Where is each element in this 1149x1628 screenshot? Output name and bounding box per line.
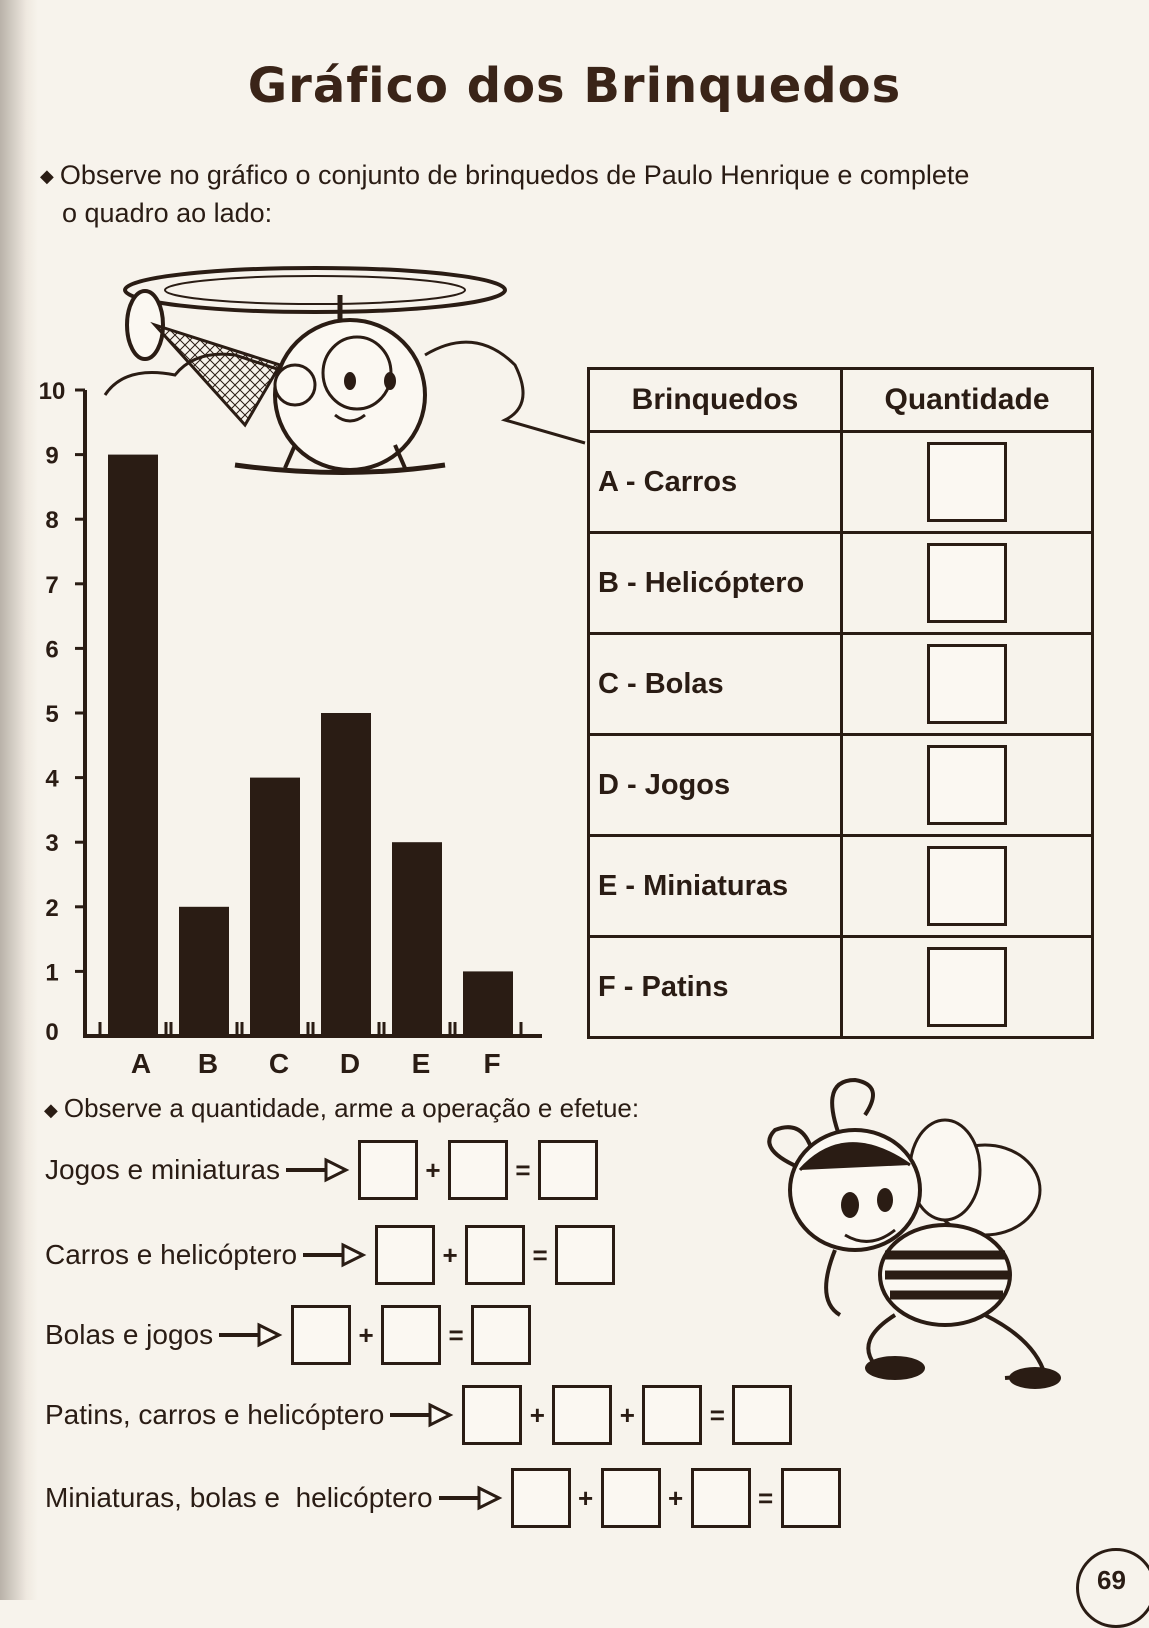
operation-row-carros-helicoptero <box>45 1225 615 1285</box>
arrow-right-icon <box>439 1485 503 1511</box>
operation-label: Patins, carros e helicóptero <box>45 1399 385 1430</box>
arrow-right-icon <box>390 1402 454 1428</box>
y-tick-label: 5 <box>45 701 59 728</box>
result-box[interactable] <box>781 1468 841 1528</box>
arrow-right-icon <box>303 1242 367 1268</box>
operand-box[interactable] <box>462 1385 522 1445</box>
y-axis-ticks <box>39 378 85 1046</box>
row-label-jogos: D - Jogos <box>589 735 842 836</box>
x-tick-label-a: A <box>130 1048 152 1079</box>
plus-sign: + <box>358 1319 374 1350</box>
operand-box[interactable] <box>642 1385 702 1445</box>
bullet-icon: ◆ <box>40 166 54 187</box>
instruction-1-line1: Observe no gráfico o conjunto de brinquedos de Paulo Henrique e complete <box>59 160 970 190</box>
equals-sign: = <box>532 1239 548 1270</box>
toys-table <box>587 367 1094 1039</box>
operand-box[interactable] <box>381 1305 441 1365</box>
x-tick-label-b: B <box>197 1048 219 1079</box>
operand-box[interactable] <box>465 1225 525 1285</box>
quantity-answer-box[interactable] <box>927 947 1007 1027</box>
page-title: Gráfico dos Brinquedos <box>247 58 902 114</box>
bee-illustration <box>745 1060 1075 1390</box>
y-tick-label: 8 <box>45 507 59 535</box>
table-row <box>589 836 1093 937</box>
operand-box[interactable] <box>511 1468 571 1528</box>
x-tick-label-c: C <box>268 1048 290 1079</box>
operand-box[interactable] <box>375 1225 435 1285</box>
result-box[interactable] <box>471 1305 531 1365</box>
table-header-row <box>589 369 1093 432</box>
operand-box[interactable] <box>448 1140 508 1200</box>
y-tick-label: 2 <box>45 894 59 922</box>
operand-box[interactable] <box>601 1468 661 1528</box>
y-tick-label: 10 <box>38 378 66 405</box>
arrow-right-icon <box>286 1157 350 1183</box>
operand-box[interactable] <box>291 1305 351 1365</box>
operand-box[interactable] <box>552 1385 612 1445</box>
bar-b <box>179 907 229 1036</box>
y-tick-label: 1 <box>45 959 59 987</box>
bar-e <box>392 842 442 1036</box>
plus-sign: + <box>442 1239 458 1270</box>
bar-f <box>463 971 513 1036</box>
row-label-helicoptero: B - Helicóptero <box>589 533 842 634</box>
quantity-cell <box>842 432 1093 533</box>
x-tick-label-e: E <box>411 1048 431 1079</box>
operation-row-bolas-jogos <box>45 1305 531 1365</box>
operation-label: Bolas e jogos <box>45 1319 214 1350</box>
table-row <box>589 533 1093 634</box>
operation-row-patins-carros-helicoptero <box>45 1385 792 1445</box>
row-label-bolas: C - Bolas <box>589 634 842 735</box>
result-box[interactable] <box>555 1225 615 1285</box>
bar-a <box>108 455 158 1036</box>
y-tick-label: 9 <box>45 442 59 470</box>
quantity-cell <box>842 634 1093 735</box>
quantity-cell <box>842 937 1093 1038</box>
y-tick-label: 7 <box>45 571 59 599</box>
quantity-cell <box>842 735 1093 836</box>
plus-sign: + <box>667 1482 684 1513</box>
arrow-right-icon <box>219 1322 283 1348</box>
header-quantidade: Quantidade <box>842 369 1093 432</box>
instruction-2 <box>44 1090 639 1129</box>
quantity-cell <box>842 836 1093 937</box>
bar-chart <box>30 370 560 1090</box>
header-brinquedos: Brinquedos <box>589 369 842 432</box>
y-tick-label: 3 <box>45 830 59 858</box>
equals-sign: = <box>709 1399 725 1430</box>
instruction-1-line2: o quadro ao lado: <box>62 198 273 229</box>
bars-group <box>100 455 521 1036</box>
quantity-answer-box[interactable] <box>927 543 1007 623</box>
table-row <box>589 735 1093 836</box>
operation-row-miniaturas-bolas-helicoptero <box>45 1468 841 1528</box>
operand-box[interactable] <box>691 1468 751 1528</box>
instruction-2-text: Observe a quantidade, arme a operação e efetue: <box>63 1093 640 1123</box>
operation-label: Miniaturas, bolas e helicóptero <box>45 1482 433 1513</box>
result-box[interactable] <box>732 1385 792 1445</box>
row-label-patins: F - Patins <box>589 937 842 1038</box>
row-label-carros: A - Carros <box>589 432 842 533</box>
equals-sign: = <box>757 1482 774 1513</box>
table-row <box>589 634 1093 735</box>
plus-sign: + <box>619 1399 635 1430</box>
equals-sign: = <box>448 1319 464 1350</box>
y-tick-label: 4 <box>45 765 59 793</box>
quantity-answer-box[interactable] <box>927 644 1007 724</box>
operand-box[interactable] <box>358 1140 418 1200</box>
row-label-miniaturas: E - Miniaturas <box>589 836 842 937</box>
quantity-answer-box[interactable] <box>927 442 1007 522</box>
quantity-answer-box[interactable] <box>927 745 1007 825</box>
plus-sign: + <box>425 1154 441 1185</box>
instruction-1 <box>40 157 969 232</box>
result-box[interactable] <box>538 1140 598 1200</box>
table-row <box>589 937 1093 1038</box>
bar-c <box>250 778 300 1036</box>
plus-sign: + <box>577 1482 594 1513</box>
page-number: 69 <box>1076 1548 1149 1628</box>
quantity-cell <box>842 533 1093 634</box>
quantity-answer-box[interactable] <box>927 846 1007 926</box>
equals-sign: = <box>515 1154 531 1185</box>
y-tick-label: 0 <box>45 1019 59 1046</box>
operation-label: Carros e helicóptero <box>45 1239 298 1270</box>
x-axis-labels <box>131 1048 501 1079</box>
bar-d <box>321 713 371 1036</box>
y-tick-label: 6 <box>45 636 59 664</box>
operation-row-jogos-miniaturas <box>45 1140 598 1200</box>
x-tick-label-d: D <box>339 1048 361 1079</box>
bullet-icon: ◆ <box>44 1099 58 1120</box>
x-tick-label-f: F <box>483 1048 501 1079</box>
table-row <box>589 432 1093 533</box>
plus-sign: + <box>529 1399 545 1430</box>
operation-label: Jogos e miniaturas <box>45 1154 281 1185</box>
